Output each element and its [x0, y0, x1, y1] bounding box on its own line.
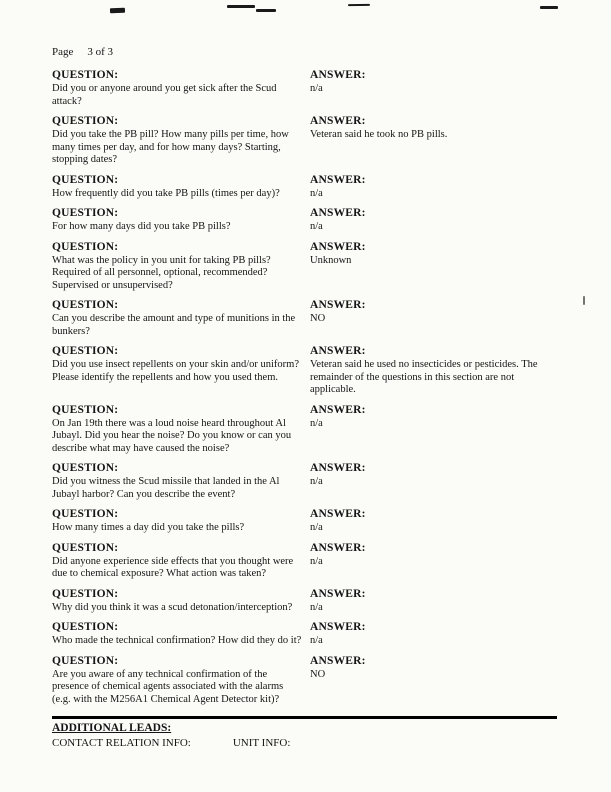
- qa-row: [52, 507, 564, 535]
- answer-text: n/a: [310, 635, 323, 646]
- answer-text: Unknown: [310, 254, 352, 266]
- answer-cell: [310, 344, 564, 397]
- answer-label: ANSWER:: [310, 508, 366, 520]
- question-text: For how many days did you take PB pills?: [52, 221, 231, 232]
- question-cell: [52, 206, 310, 234]
- answer-label: ANSWER:: [310, 654, 366, 667]
- question-label: QUESTION:: [52, 173, 119, 186]
- page-number: 3 of 3: [87, 46, 114, 58]
- question-text: What was the policy in you unit for taking PB pills? Required of all personnel, optional, recommended? Supervised or unsupervised?: [52, 254, 271, 291]
- answer-cell: [310, 541, 564, 581]
- answer-cell: [310, 240, 564, 293]
- answer-label: ANSWER:: [310, 621, 366, 633]
- contact-relation-label: CONTACT RELATION INFO:: [52, 737, 191, 749]
- qa-row: [52, 654, 564, 707]
- question-label: QUESTION:: [52, 541, 119, 554]
- qa-list: [52, 68, 564, 706]
- answer-text: n/a: [310, 83, 323, 94]
- question-label: QUESTION:: [52, 69, 119, 81]
- question-cell: [52, 654, 310, 707]
- qa-row: [52, 541, 564, 581]
- page-label: Page: [52, 46, 74, 58]
- answer-cell: [310, 114, 564, 167]
- answer-cell: [310, 587, 564, 615]
- answer-cell: [310, 620, 564, 648]
- answer-cell: [310, 173, 564, 201]
- contact-line: [52, 737, 564, 749]
- answer-text: n/a: [310, 601, 323, 613]
- question-text: Did you take the PB pill? How many pills per time, how many times per day, and for how many days? Starting, stopping dates?: [52, 129, 289, 165]
- question-label: QUESTION:: [52, 299, 119, 311]
- qa-row: [52, 620, 564, 648]
- question-text: How frequently did you take PB pills (times per day)?: [52, 187, 280, 199]
- qa-row: [52, 587, 564, 615]
- answer-text: Veteran said he used no insecticides or pesticides. The remainder of the questions in this section are not applicable.: [310, 359, 538, 395]
- qa-row: [52, 461, 564, 501]
- question-text: Did anyone experience side effects that you thought were due to chemical exposure? What action was taken?: [52, 555, 294, 579]
- question-label: QUESTION:: [52, 654, 119, 667]
- question-cell: [52, 507, 310, 535]
- scan-artifact: [227, 5, 255, 8]
- answer-text: Veteran said he took no PB pills.: [310, 129, 448, 140]
- question-cell: [52, 240, 310, 293]
- answer-label: ANSWER:: [310, 240, 366, 253]
- question-label: QUESTION:: [52, 345, 119, 357]
- question-label: QUESTION:: [52, 508, 119, 520]
- scan-artifact: [540, 6, 558, 9]
- answer-text: n/a: [310, 417, 323, 429]
- question-text: Are you aware of any technical confirmation of the presence of chemical agents associated with the alarms (e.g. with the M256A1 Chemical Agent Detector kit)?: [52, 668, 284, 705]
- answer-cell: [310, 206, 564, 234]
- qa-row: [52, 403, 564, 456]
- answer-cell: [310, 403, 564, 456]
- answer-text: n/a: [310, 221, 323, 232]
- document-page: [52, 46, 564, 749]
- question-cell: [52, 173, 310, 201]
- scan-artifact: [583, 296, 585, 305]
- answer-cell: [310, 654, 564, 707]
- answer-text: n/a: [310, 187, 323, 199]
- answer-label: ANSWER:: [310, 69, 366, 81]
- question-text: How many times a day did you take the pills?: [52, 522, 245, 533]
- question-cell: [52, 344, 310, 397]
- question-cell: [52, 620, 310, 648]
- qa-row: [52, 344, 564, 397]
- question-text: Why did you think it was a scud detonation/interception?: [52, 601, 293, 613]
- question-label: QUESTION:: [52, 462, 119, 474]
- answer-label: ANSWER:: [310, 207, 366, 219]
- question-label: QUESTION:: [52, 587, 119, 600]
- question-label: QUESTION:: [52, 621, 119, 633]
- question-text: Did you witness the Scud missile that landed in the Al Jubayl harbor? Can you describe the event?: [52, 476, 280, 500]
- qa-row: [52, 206, 564, 234]
- answer-cell: [310, 461, 564, 501]
- footer-rule: [52, 716, 557, 719]
- question-cell: [52, 461, 310, 501]
- question-label: QUESTION:: [52, 403, 119, 416]
- answer-text: NO: [310, 313, 326, 324]
- qa-row: [52, 114, 564, 167]
- additional-leads-heading: ADDITIONAL LEADS:: [52, 722, 172, 734]
- answer-text: n/a: [310, 476, 323, 487]
- answer-text: n/a: [310, 555, 323, 567]
- answer-label: ANSWER:: [310, 403, 366, 416]
- question-text: Did you or anyone around you get sick after the Scud attack?: [52, 83, 277, 107]
- question-cell: [52, 68, 310, 108]
- unit-info-label: UNIT INFO:: [232, 737, 291, 749]
- page-number-line: [52, 46, 564, 58]
- answer-cell: [310, 507, 564, 535]
- question-text: Did you use insect repellents on your skin and/or uniform? Please identify the repellents and how you used them.: [52, 359, 299, 383]
- question-cell: [52, 114, 310, 167]
- answer-label: ANSWER:: [310, 173, 366, 186]
- answer-text: NO: [310, 668, 326, 680]
- answer-label: ANSWER:: [310, 541, 366, 554]
- scan-artifact: [348, 4, 370, 6]
- qa-row: [52, 298, 564, 338]
- scan-artifact: [256, 9, 276, 12]
- answer-label: ANSWER:: [310, 345, 366, 357]
- answer-label: ANSWER:: [310, 462, 366, 474]
- question-cell: [52, 298, 310, 338]
- footer: [52, 716, 564, 749]
- question-cell: [52, 403, 310, 456]
- answer-cell: [310, 68, 564, 108]
- question-text: Who made the technical confirmation? How did they do it?: [52, 635, 302, 646]
- qa-row: [52, 68, 564, 108]
- question-label: QUESTION:: [52, 240, 119, 253]
- answer-label: ANSWER:: [310, 115, 366, 127]
- question-label: QUESTION:: [52, 115, 119, 127]
- answer-cell: [310, 298, 564, 338]
- answer-label: ANSWER:: [310, 587, 366, 600]
- question-text: Can you describe the amount and type of munitions in the bunkers?: [52, 313, 296, 337]
- question-cell: [52, 587, 310, 615]
- qa-row: [52, 240, 564, 293]
- question-cell: [52, 541, 310, 581]
- qa-row: [52, 173, 564, 201]
- question-label: QUESTION:: [52, 207, 119, 219]
- scan-artifact: [110, 8, 125, 14]
- answer-label: ANSWER:: [310, 299, 366, 311]
- question-text: On Jan 19th there was a loud noise heard throughout Al Jubayl. Did you hear the noise? Do you know or can you describe what may have caused the noise?: [52, 417, 292, 454]
- answer-text: n/a: [310, 522, 323, 533]
